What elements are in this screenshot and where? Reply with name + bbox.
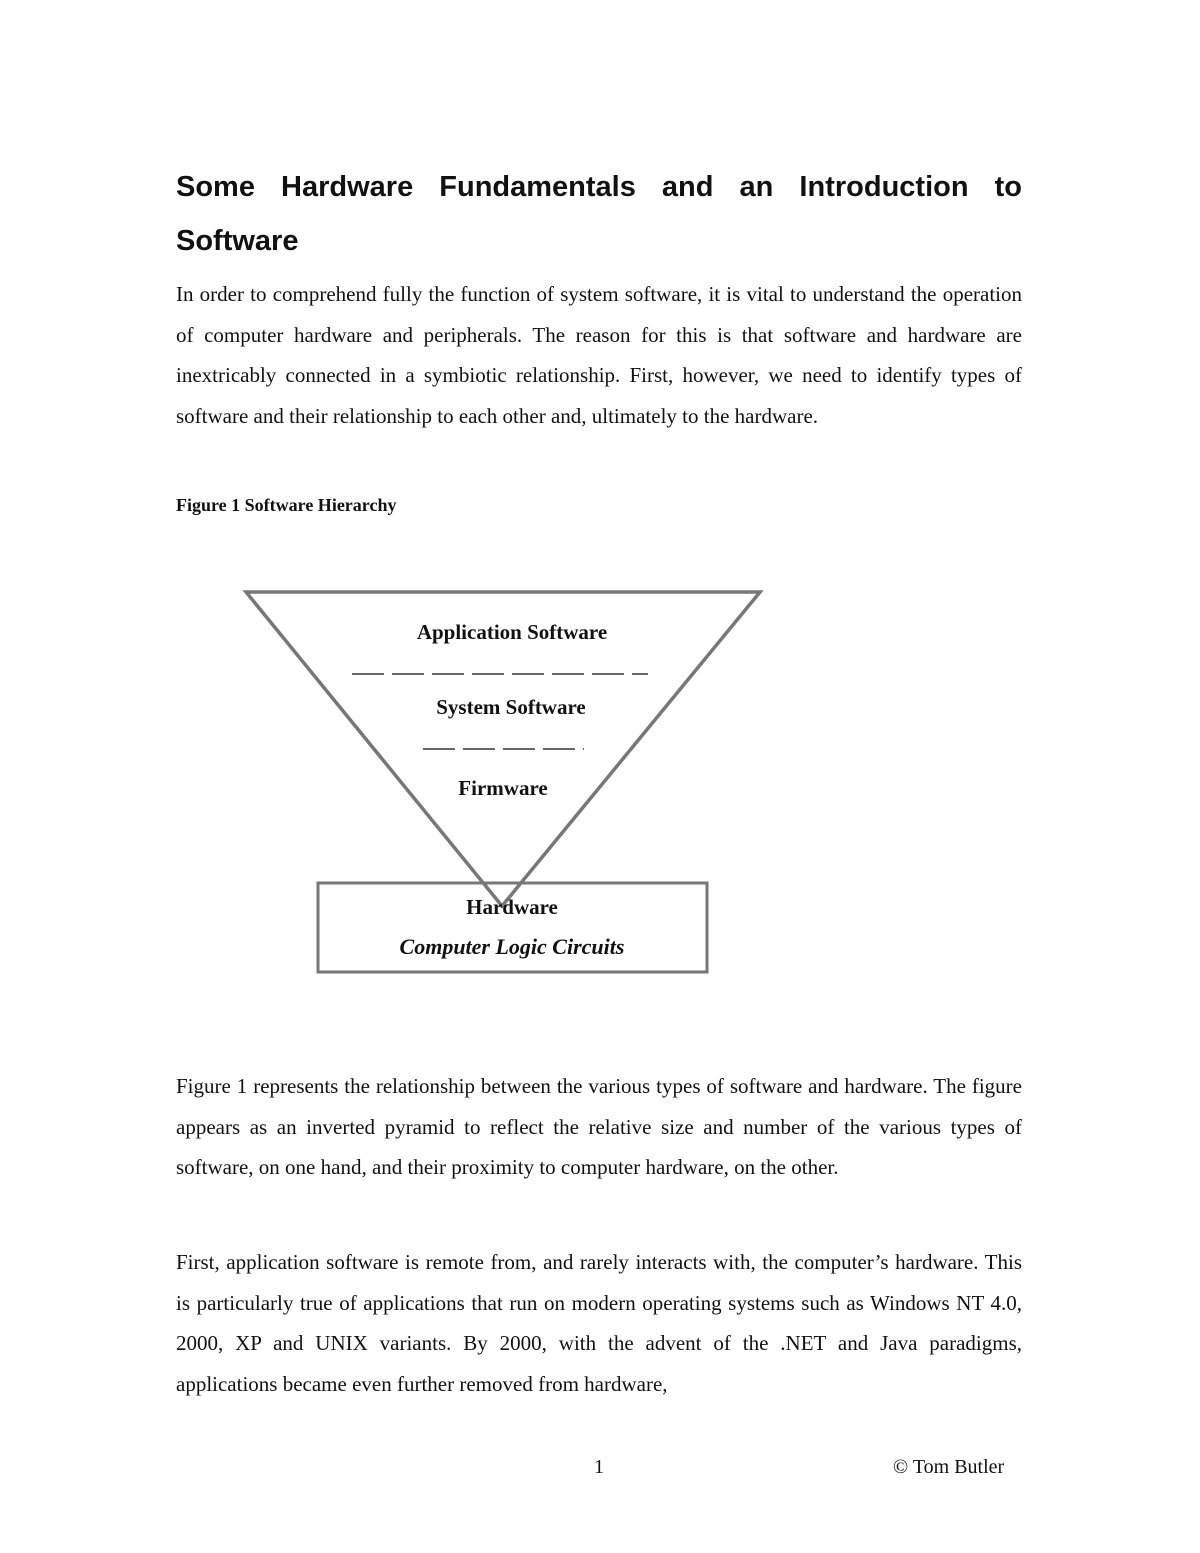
layer-label-firmware: Firmware — [458, 776, 548, 800]
layer-label-system: System Software — [436, 695, 586, 719]
page-title: Some Hardware Fundamentals and an Introduction to Software — [176, 171, 1022, 257]
layer-label-application: Application Software — [416, 620, 608, 644]
figure-caption: Figure 1 Software Hierarchy — [176, 495, 397, 515]
figure-explanation-paragraph: Figure 1 represents the relationship between the various types of software and hardware. The figure appears as an inverted pyramid to reflect the relative size and number of the various types of software, on one hand, and their proximity to computer hardware, on the other. — [176, 1074, 1022, 1179]
logic-circuits-label: Computer Logic Circuits — [399, 934, 625, 959]
hardware-label: Hardware — [466, 895, 558, 919]
intro-paragraph: In order to comprehend fully the function of system software, it is vital to understand the operation of computer hardware and peripherals. The reason for this is that software and hardware are inextricably connected in a symbiotic relationship. First, however, we need to identify types of software and their relationship to each other and, ultimately to the hardware. — [176, 282, 1022, 428]
application-software-paragraph: First, application software is remote from, and rarely interacts with, the computer’s hardware. This is particularly true of applications that run on modern operating systems such as Windows NT 4.0, 2000, XP and UNIX variants. By 2000, with the advent of the .NET and Java paradigms, applications became even further removed from hardware, — [176, 1250, 1022, 1396]
copyright-notice: © Tom Butler — [893, 1456, 1005, 1478]
page-number: 1 — [594, 1456, 604, 1478]
